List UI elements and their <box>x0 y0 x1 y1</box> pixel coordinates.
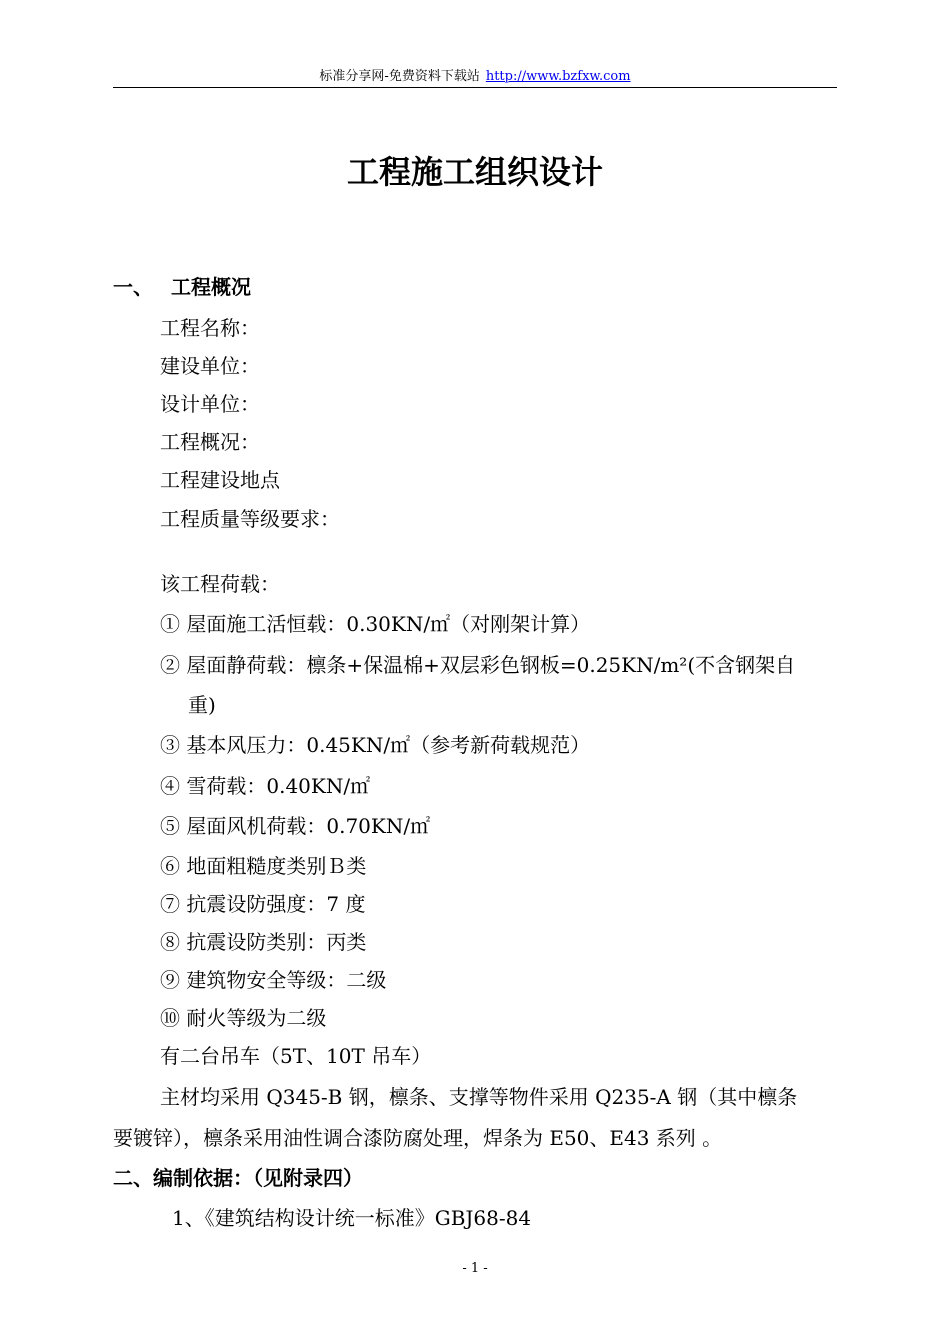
reference-item: 1、《建筑结构设计统一标准》GBJ68-84 <box>172 1206 532 1230</box>
section-1-title: 工程概况 <box>171 275 251 299</box>
section-1-number: 一、 <box>113 275 153 299</box>
document-title: 工程施工组织设计 <box>346 153 603 191</box>
load-item: ⑦ 抗震设防强度：7 度 <box>160 892 366 916</box>
loads-intro: 该工程荷载： <box>160 572 280 596</box>
load-item: ① 屋面施工活恒载：0.30KN/㎡（对刚架计算） <box>160 612 591 636</box>
load-item: ⑤ 屋面风机荷载：0.70KN/㎡ <box>160 814 431 838</box>
load-item: ③ 基本风压力：0.45KN/㎡（参考新荷载规范） <box>160 733 591 757</box>
page-header <box>113 68 837 86</box>
section-1-heading <box>113 273 251 301</box>
material-paragraph-line-2: 要镀锌），檩条采用油性调合漆防腐处理，焊条为 E50、E43 系列 。 <box>113 1126 723 1150</box>
field-overview: 工程概况： <box>160 430 260 454</box>
field-designer: 设计单位： <box>160 392 260 416</box>
header-site-text: 标准分享网-免费资料下载站 <box>319 69 480 84</box>
header-url-link[interactable]: http://www.bzfxw.com <box>485 69 631 84</box>
load-item: ⑧ 抗震设防类别：丙类 <box>160 930 367 954</box>
load-item-continuation: 重) <box>188 693 216 717</box>
header-divider <box>113 87 837 88</box>
load-item: ⑨ 建筑物安全等级：二级 <box>160 968 387 992</box>
material-paragraph-line-1: 主材均采用 Q345-B 钢，檩条、支撑等物件采用 Q235-A 钢（其中檩条 <box>160 1085 798 1109</box>
field-location: 工程建设地点 <box>160 468 280 492</box>
load-item: ② 屋面静荷载：檩条+保温棉+双层彩色钢板=0.25KN/m²(不含钢架自 <box>160 653 796 677</box>
field-project-name: 工程名称： <box>160 316 260 340</box>
crane-info: 有二台吊车（5T、10T 吊车） <box>160 1044 432 1068</box>
load-item: ⑩ 耐火等级为二级 <box>160 1006 327 1030</box>
section-2-heading: 二、编制依据：（见附录四） <box>113 1166 363 1190</box>
field-quality: 工程质量等级要求： <box>160 507 340 531</box>
page-number: - 1 - <box>462 1261 488 1276</box>
load-item: ④ 雪荷载：0.40KN/㎡ <box>160 774 371 798</box>
load-item: ⑥ 地面粗糙度类别Ｂ类 <box>160 854 367 878</box>
field-owner: 建设单位： <box>160 354 260 378</box>
